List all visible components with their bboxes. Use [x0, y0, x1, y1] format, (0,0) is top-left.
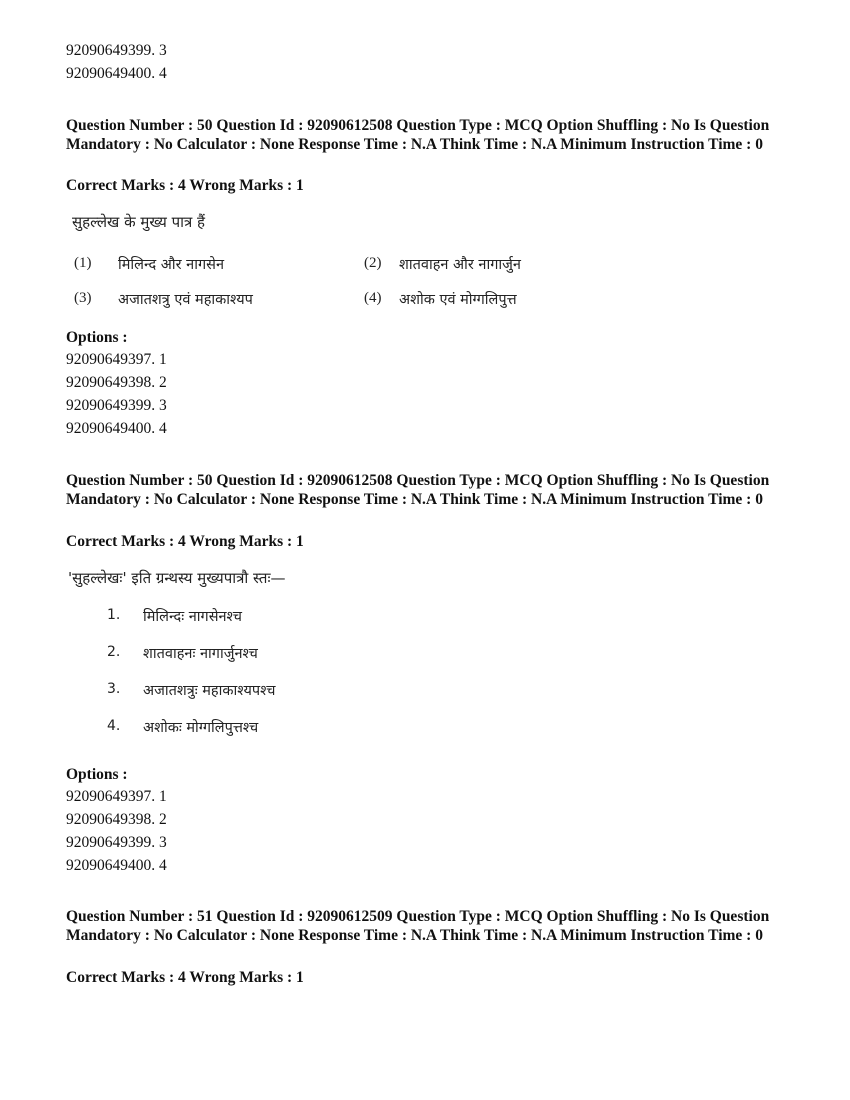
choice-number: 4. [107, 718, 121, 734]
marks-line: Correct Marks : 4 Wrong Marks : 1 [66, 533, 304, 550]
option-line: 92090649399. 3 [66, 834, 167, 851]
marks-line: Correct Marks : 4 Wrong Marks : 1 [66, 177, 304, 194]
choice-number: 3. [107, 681, 121, 697]
question-text: 'सुहल्लेखः' इति ग्रन्थस्य मुख्यपात्रौ स्तः— [68, 569, 286, 587]
choice-text: मिलिन्द और नागसेन [118, 257, 224, 273]
choice-number: (1) [74, 255, 92, 271]
option-line: 92090649398. 2 [66, 374, 167, 391]
option-line: 92090649400. 4 [66, 65, 167, 82]
choice-number: (3) [74, 290, 92, 306]
choice-number: (2) [364, 255, 382, 271]
option-line: 92090649399. 3 [66, 42, 167, 59]
question-meta: Question Number : 51 Question Id : 92090612509 Question Type : MCQ Option Shuffling : No Is Question Mandatory : No Calculator : None Response Time : N.A Think Time : N.A Minimum Instruction Time : 0 [66, 908, 770, 944]
choice-text: अशोकः मोग्गलिपुत्तश्च [143, 720, 259, 736]
option-line: 92090649400. 4 [66, 857, 167, 874]
option-line: 92090649398. 2 [66, 811, 167, 828]
question-meta: Question Number : 50 Question Id : 92090612508 Question Type : MCQ Option Shuffling : No Is Question Mandatory : No Calculator : None Response Time : N.A Think Time : N.A Minimum Instruction Time : 0 [66, 472, 770, 508]
options-label: Options : [66, 766, 128, 783]
question-text: सुहल्लेख के मुख्य पात्र हैं [72, 213, 205, 231]
choice-text: अजातशत्रु एवं महाकाश्यप [118, 292, 253, 308]
choice-number: 1. [107, 607, 121, 623]
choice-text: अशोक एवं मोग्गलिपुत्त [399, 292, 517, 308]
marks-line: Correct Marks : 4 Wrong Marks : 1 [66, 969, 304, 986]
choice-text: शातवाहनः नागार्जुनश्च [143, 646, 258, 662]
option-line: 92090649400. 4 [66, 420, 167, 437]
option-line: 92090649397. 1 [66, 351, 167, 368]
option-line: 92090649397. 1 [66, 788, 167, 805]
choice-number: (4) [364, 290, 382, 306]
choice-text: शातवाहन और नागार्जुन [399, 257, 521, 273]
option-line: 92090649399. 3 [66, 397, 167, 414]
question-meta: Question Number : 50 Question Id : 92090612508 Question Type : MCQ Option Shuffling : No Is Question Mandatory : No Calculator : None Response Time : N.A Think Time : N.A Minimum Instruction Time : 0 [66, 117, 770, 153]
choice-text: मिलिन्दः नागसेनश्च [143, 609, 242, 625]
options-label: Options : [66, 329, 128, 346]
choice-text: अजातशत्रुः महाकाश्यपश्च [143, 683, 276, 699]
choice-number: 2. [107, 644, 121, 660]
